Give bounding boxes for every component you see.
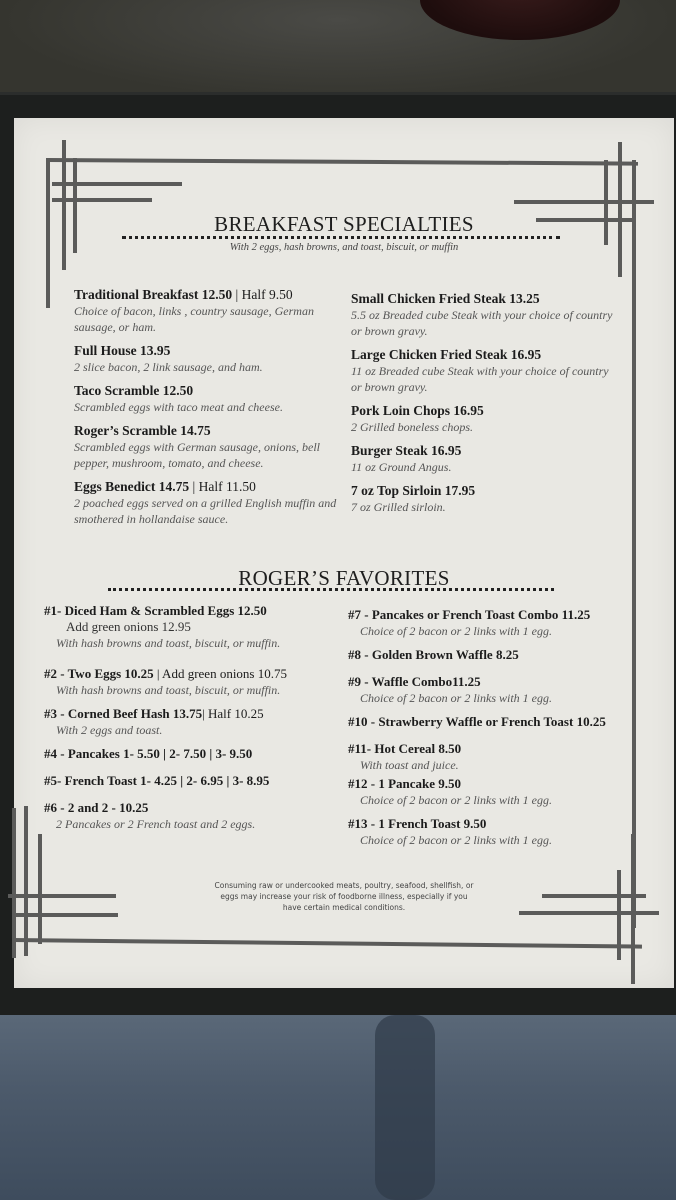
item-description: 7 oz Grilled sirloin. (351, 500, 446, 514)
menu-item (351, 402, 621, 435)
item-description: Choice of 2 bacon or 2 links with 1 egg. (360, 793, 552, 807)
deco-line (12, 808, 16, 958)
item-name: #10 - Strawberry Waffle or French Toast 10.25 (348, 714, 606, 729)
item-name: Pork Loin Chops 16.95 (351, 403, 484, 418)
item-name: #3 - Corned Beef Hash 13.75 (44, 706, 203, 721)
item-name: Taco Scramble 12.50 (74, 383, 194, 398)
item-name: #13 - 1 French Toast 9.50 (348, 816, 487, 831)
item-half-price: | Half 10.25 (202, 706, 264, 721)
favorites-right-column (348, 606, 648, 855)
deco-line (48, 158, 638, 166)
menu-item (74, 342, 344, 375)
item-description: 11 oz Breaded cube Steak with your choice of country or brown gravy. (351, 364, 609, 394)
item-name: Burger Steak 16.95 (351, 443, 462, 458)
item-description: 2 Grilled boneless chops. (351, 420, 473, 434)
deco-line (519, 911, 659, 915)
item-name: Roger’s Scramble 14.75 (74, 423, 211, 438)
breakfast-left-column (74, 286, 344, 534)
menu-item (74, 382, 344, 415)
menu-item (351, 290, 621, 339)
item-description: Scrambled eggs with taco meat and cheese. (74, 400, 283, 414)
item-half-price: | Half 11.50 (189, 479, 256, 494)
item-description: 2 poached eggs served on a grilled English muffin and smothered in hollandaise sauce. (74, 496, 337, 526)
item-name: Small Chicken Fried Steak 13.25 (351, 291, 540, 306)
item-name: #8 - Golden Brown Waffle 8.25 (348, 647, 519, 662)
item-description: 2 Pancakes or 2 French toast and 2 eggs. (56, 817, 256, 831)
deco-line (12, 938, 642, 949)
menu-item (44, 705, 344, 738)
item-name: #6 - 2 and 2 - 10.25 (44, 800, 149, 815)
deco-line (24, 806, 28, 956)
item-description: With hash browns and toast, biscuit, or muffin. (56, 683, 281, 697)
item-description: Choice of bacon, links , country sausage, German sausage, or ham. (74, 304, 314, 334)
item-description: Choice of 2 bacon or 2 links with 1 egg. (360, 691, 552, 705)
item-name: #4 - Pancakes 1- 5.50 | 2- 7.50 | 3- 9.50 (44, 746, 253, 761)
favorites-title: ROGER’S FAVORITES (238, 566, 450, 590)
item-name: 7 oz Top Sirloin 17.95 (351, 483, 476, 498)
menu-item (348, 673, 648, 706)
title-dotted-rule (122, 236, 560, 239)
favorites-left-column (44, 602, 344, 839)
item-description: 11 oz Ground Angus. (351, 460, 452, 474)
deco-line (52, 198, 152, 202)
item-name: #2 - Two Eggs 10.25 (44, 666, 154, 681)
deco-line (52, 182, 182, 186)
item-name: #11- Hot Cereal 8.50 (348, 741, 462, 756)
item-half-price: | Half 9.50 (232, 287, 293, 302)
item-name: Full House 13.95 (74, 343, 171, 358)
item-name: #7 - Pancakes or French Toast Combo 11.25 (348, 607, 591, 622)
item-name: #12 - 1 Pancake 9.50 (348, 776, 462, 791)
food-safety-warning: Consuming raw or undercooked meats, poultry, seafood, shellfish, or eggs may increase your risk of foodborne illness, especially if you have certain medical conditions. (214, 881, 474, 912)
menu-item (44, 745, 344, 762)
item-name: #9 - Waffle Combo11.25 (348, 674, 481, 689)
item-description: 5.5 oz Breaded cube Steak with your choice of country or brown gravy. (351, 308, 613, 338)
deco-line (631, 834, 635, 984)
jeans-seam (375, 1015, 435, 1200)
item-description: Scrambled eggs with German sausage, onions, bell pepper, mushroom, tomato, and cheese. (74, 440, 320, 470)
menu-item (351, 346, 621, 395)
menu-page (14, 118, 674, 988)
breakfast-subtitle: With 2 eggs, hash browns, and toast, biscuit, or muffin (229, 242, 459, 253)
deco-line (14, 913, 118, 917)
item-description: With 2 eggs and toast. (56, 723, 163, 737)
item-description: With hash browns and toast, biscuit, or muffin. (56, 636, 281, 650)
item-addon: Add green onions 12.95 (66, 619, 191, 634)
deco-line (38, 834, 42, 944)
menu-item (348, 606, 648, 639)
menu-item (348, 815, 648, 848)
background-jeans (0, 1015, 676, 1200)
menu-item (348, 646, 648, 663)
deco-line (73, 158, 77, 253)
deco-line (617, 870, 621, 960)
menu-item (74, 422, 344, 471)
deco-line (618, 142, 622, 277)
menu-item (74, 286, 344, 335)
menu-item (351, 482, 621, 515)
title-dotted-rule (108, 588, 554, 591)
breakfast-title: BREAKFAST SPECIALTIES (214, 212, 474, 236)
item-description: Choice of 2 bacon or 2 links with 1 egg. (360, 833, 552, 847)
menu-item (44, 665, 344, 698)
menu-item (44, 799, 344, 832)
item-name: Eggs Benedict 14.75 (74, 479, 190, 494)
menu-item (351, 442, 621, 475)
menu-item (348, 740, 648, 773)
menu-item (44, 602, 344, 651)
item-name: #5- French Toast 1- 4.25 | 2- 6.95 | 3- 8.95 (44, 773, 270, 788)
item-name: Traditional Breakfast 12.50 (74, 287, 233, 302)
menu-item (348, 775, 648, 808)
menu-item (74, 478, 344, 527)
item-description: Choice of 2 bacon or 2 links with 1 egg. (360, 624, 552, 638)
item-addon-price: | Add green onions 10.75 (153, 666, 287, 681)
item-description: With toast and juice. (360, 758, 459, 772)
menu-item (44, 772, 344, 789)
item-description: 2 slice bacon, 2 link sausage, and ham. (74, 360, 263, 374)
menu-item (348, 713, 648, 730)
item-name: #1- Diced Ham & Scrambled Eggs 12.50 (44, 603, 267, 618)
item-name: Large Chicken Fried Steak 16.95 (351, 347, 542, 362)
breakfast-right-column (351, 290, 621, 522)
